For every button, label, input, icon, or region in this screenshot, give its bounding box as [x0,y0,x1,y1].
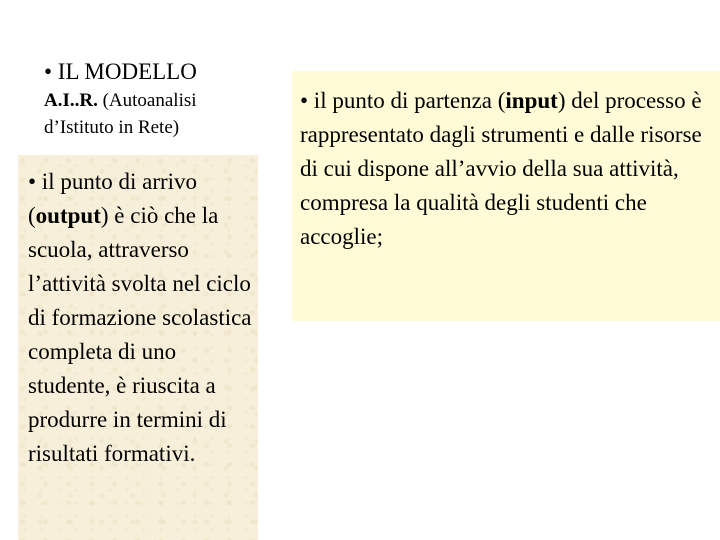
model-acronym: A.I..R. [44,90,98,111]
input-definition-text [300,84,720,254]
model-title-line: • IL MODELLO [44,59,197,84]
output-definition-text [28,165,258,471]
model-acronym-expansion: (Autoanalisi [97,90,197,111]
input-text-after: ) del processo è rappresentato dagli strumenti e dalle risorse di cui dispone all’avvio della sua attività, compresa la qualità degli studenti che accoglie; [300,88,702,249]
input-text-before: • il punto di partenza ( [300,88,506,113]
input-keyword: input [505,88,558,113]
output-text-before: • il punto di arrivo ( [28,169,198,228]
input-definition-box [292,71,720,321]
model-acronym-line [44,87,264,114]
model-subtitle-line: d’Istituto in Rete) [44,117,180,138]
output-keyword: output [35,203,101,228]
model-title [44,57,264,141]
output-definition-box [18,155,258,540]
output-text-after: ) è ciò che la scuola, attraverso l’attività svolta nel ciclo di formazione scolastica completa di uno studente, è riuscita a produrre in termini di risultati formativi. [28,203,252,466]
